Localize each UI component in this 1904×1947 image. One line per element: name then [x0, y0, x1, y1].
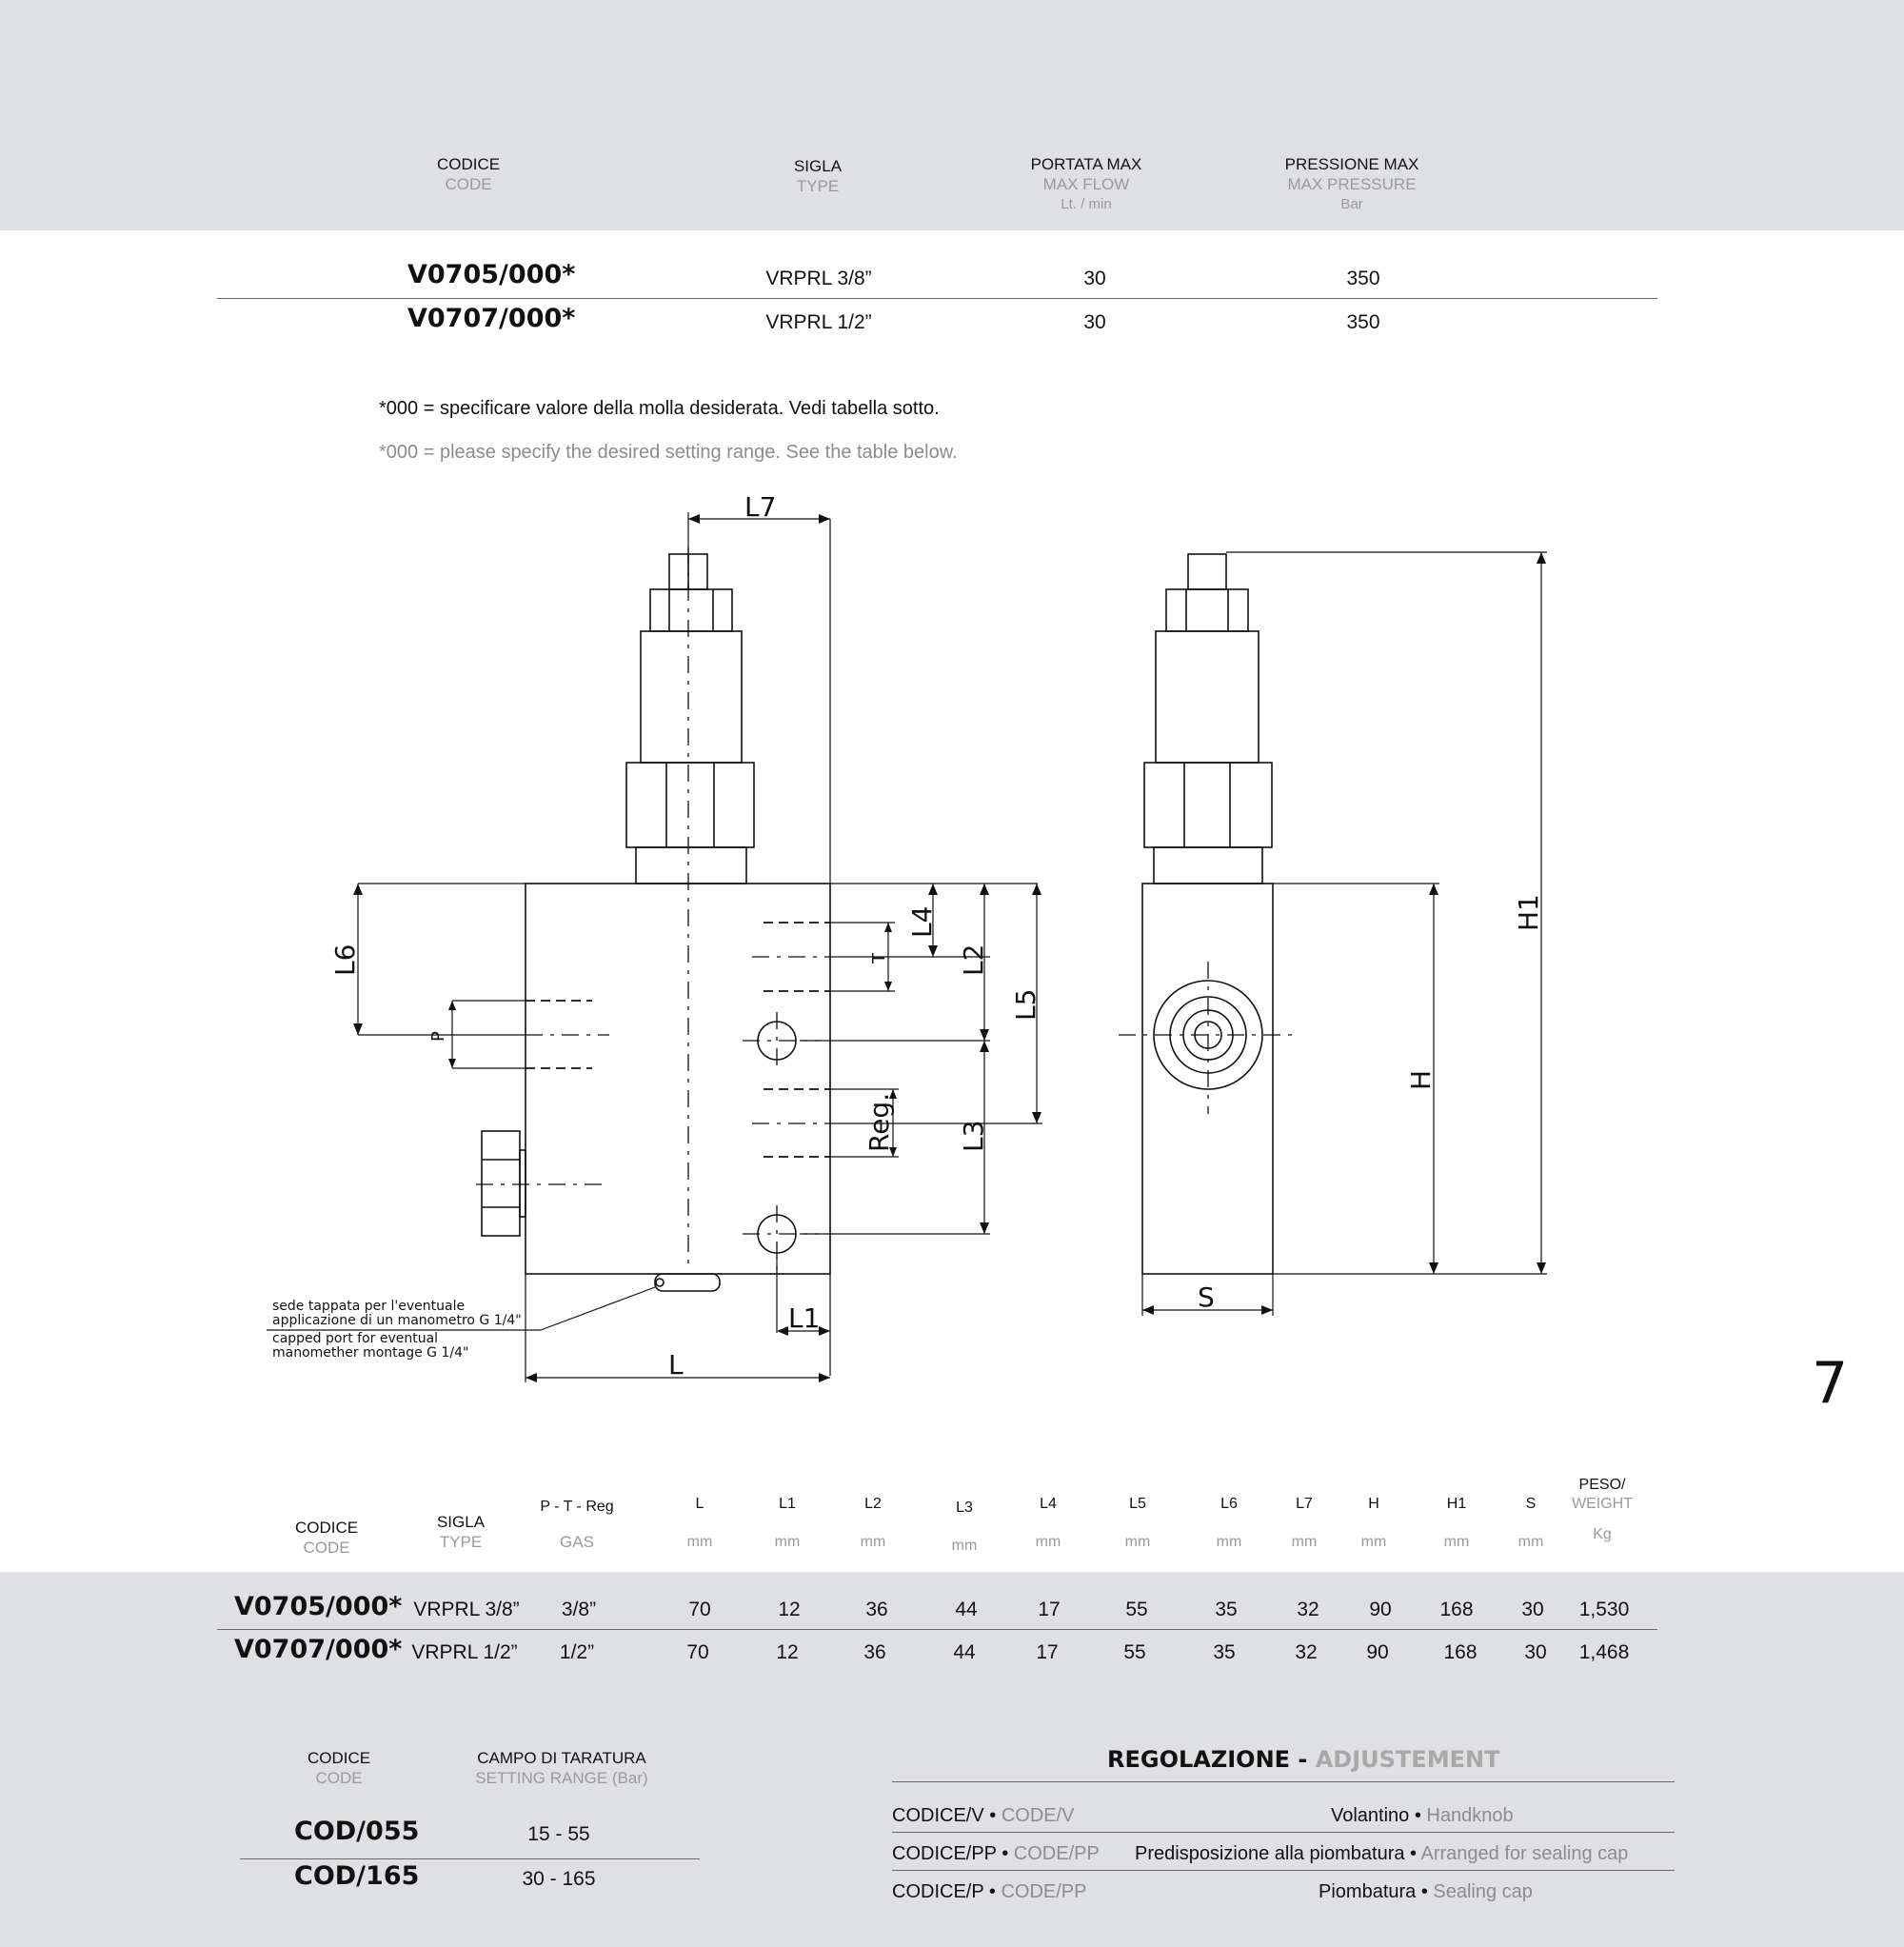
dim-row2-l6: 35 [1213, 1641, 1236, 1663]
page-number: 7 [1812, 1350, 1849, 1417]
top-header-type: SIGLA TYPE [793, 157, 843, 195]
dim-row2-l7: 32 [1295, 1641, 1318, 1663]
dim-row1-h: 90 [1369, 1599, 1392, 1620]
dim-label-l6: L6 [329, 944, 361, 976]
adjustment-row2-desc: Predisposizione alla piombatura • Arranged for sealing cap [1135, 1843, 1629, 1864]
dim-header-l1: L1 mm [774, 1496, 801, 1550]
adjustment-row1-desc: Volantino • Handknob [1331, 1805, 1514, 1826]
note-english: *000 = please specify the desired setting range. See the table below. [379, 442, 958, 463]
dim-row2-l: 70 [686, 1641, 709, 1663]
dim-header-l6: L6 mm [1216, 1496, 1242, 1550]
dim-row2-h: 90 [1366, 1641, 1389, 1663]
setting-row1-code: COD/055 [294, 1817, 420, 1846]
dim-label-h1: H1 [1513, 894, 1544, 931]
port-note-line2: applicazione di un manometro G 1/4" [272, 1313, 522, 1328]
dim-row2-l5: 55 [1123, 1641, 1146, 1663]
dim-row1-l4: 17 [1038, 1599, 1061, 1620]
port-note-line4: manomether montage G 1/4" [272, 1345, 469, 1361]
dim-header-gas: P - T - Reg GAS [540, 1499, 614, 1551]
dim-row1-l7: 32 [1297, 1599, 1319, 1620]
setting-header-range: CAMPO DI TARATURA SETTING RANGE (Bar) [475, 1749, 648, 1787]
adjustment-title: REGOLAZIONE - ADJUSTEMENT [1107, 1746, 1500, 1773]
dim-label-l3: L3 [958, 1120, 989, 1152]
top-row1-type: VRPRL 3/8” [765, 268, 872, 289]
adjustment-row3-desc: Piombatura • Sealing cap [1319, 1881, 1533, 1902]
top-header-code: CODICE CODE [436, 155, 501, 193]
dim-row1-weight: 1,530 [1578, 1599, 1630, 1620]
dim-label-l5: L5 [1010, 988, 1041, 1021]
dim-row2-weight: 1,468 [1578, 1641, 1630, 1663]
adjustment-title-rule [892, 1781, 1675, 1782]
dim-row2-type: VRPRL 1/2” [411, 1641, 518, 1663]
dim-label-l4: L4 [906, 905, 938, 938]
dim-label-p: P [428, 1031, 448, 1042]
dim-row1-l1: 12 [778, 1599, 801, 1620]
setting-row2-range: 30 - 165 [522, 1868, 596, 1890]
setting-row1-range: 15 - 55 [527, 1823, 590, 1845]
top-row2-pressure: 350 [1346, 311, 1380, 333]
dim-label-h: H [1405, 1069, 1437, 1090]
dim-row1-h1: 168 [1439, 1599, 1474, 1620]
dim-header-code: CODICE CODE [294, 1519, 359, 1557]
dim-header-weight: PESO/ WEIGHT Kg [1572, 1477, 1633, 1542]
setting-row2-code: COD/165 [294, 1861, 420, 1891]
dim-row1-code: V0705/000* [234, 1592, 403, 1621]
dim-label-l1: L1 [788, 1302, 821, 1334]
dim-row2-s: 30 [1524, 1641, 1547, 1663]
dim-header-l7: L7 mm [1291, 1496, 1318, 1550]
dim-header-l: L mm [686, 1496, 713, 1550]
dim-header-l4: L4 mm [1035, 1496, 1061, 1550]
dim-label-l2: L2 [958, 944, 989, 976]
top-row2-type: VRPRL 1/2” [765, 311, 872, 333]
dim-label-t: T [869, 953, 889, 964]
dim-row2-h1: 168 [1443, 1641, 1478, 1663]
dim-label-s: S [1198, 1281, 1215, 1313]
dim-row2-l2: 36 [863, 1641, 886, 1663]
dim-label-l7: L7 [744, 491, 777, 523]
adjustment-row1-rule [892, 1832, 1675, 1833]
setting-table-divider [240, 1858, 700, 1859]
dim-header-l5: L5 mm [1124, 1496, 1151, 1550]
dim-row2-code: V0707/000* [234, 1635, 403, 1664]
dim-header-l3: L3 mm [951, 1500, 978, 1554]
dim-row1-l3: 44 [955, 1599, 978, 1620]
top-header-flow: PORTATA MAX MAX FLOW Lt. / min [1030, 155, 1142, 212]
dim-label-reg: Reg. [863, 1092, 895, 1152]
dim-row2-l4: 17 [1036, 1641, 1059, 1663]
adjustment-row1-code: CODICE/V • CODE/V [892, 1805, 1075, 1826]
dim-header-s: S mm [1517, 1496, 1544, 1550]
dim-header-l2: L2 mm [860, 1496, 886, 1550]
dim-row1-l2: 36 [865, 1599, 888, 1620]
dim-row2-l1: 12 [776, 1641, 799, 1663]
dim-header-h: H mm [1360, 1496, 1387, 1550]
top-row2-flow: 30 [1083, 311, 1106, 333]
dim-row1-type: VRPRL 3/8” [413, 1599, 520, 1620]
dim-row1-s: 30 [1521, 1599, 1544, 1620]
setting-header-code: CODICE CODE [307, 1749, 371, 1787]
port-note-line3: capped port for eventual [272, 1331, 439, 1346]
port-note-line1: sede tappata per l'eventuale [272, 1299, 466, 1314]
dim-row2-gas: 1/2” [559, 1641, 595, 1663]
dim-header-h1: H1 mm [1443, 1496, 1470, 1550]
top-row1-code: V0705/000* [407, 260, 576, 289]
dim-header-type: SIGLA TYPE [436, 1513, 486, 1551]
dim-label-l: L [668, 1349, 684, 1381]
adjustment-row2-rule [892, 1870, 1675, 1871]
dim-row1-l6: 35 [1215, 1599, 1238, 1620]
adjustment-row3-code: CODICE/P • CODE/PP [892, 1881, 1087, 1902]
dim-row2-l3: 44 [953, 1641, 976, 1663]
dim-row1-l5: 55 [1125, 1599, 1148, 1620]
dim-table-divider [217, 1629, 1657, 1630]
note-italian: *000 = specificare valore della molla desiderata. Vedi tabella sotto. [379, 398, 940, 419]
top-row1-pressure: 350 [1346, 268, 1380, 289]
dim-row1-l: 70 [688, 1599, 711, 1620]
dim-row1-gas: 3/8” [561, 1599, 597, 1620]
top-header-pressure: PRESSIONE MAX MAX PRESSURE Bar [1284, 155, 1419, 212]
top-row2-code: V0707/000* [407, 304, 576, 333]
adjustment-row2-code: CODICE/PP • CODE/PP [892, 1843, 1100, 1864]
top-row1-flow: 30 [1083, 268, 1106, 289]
